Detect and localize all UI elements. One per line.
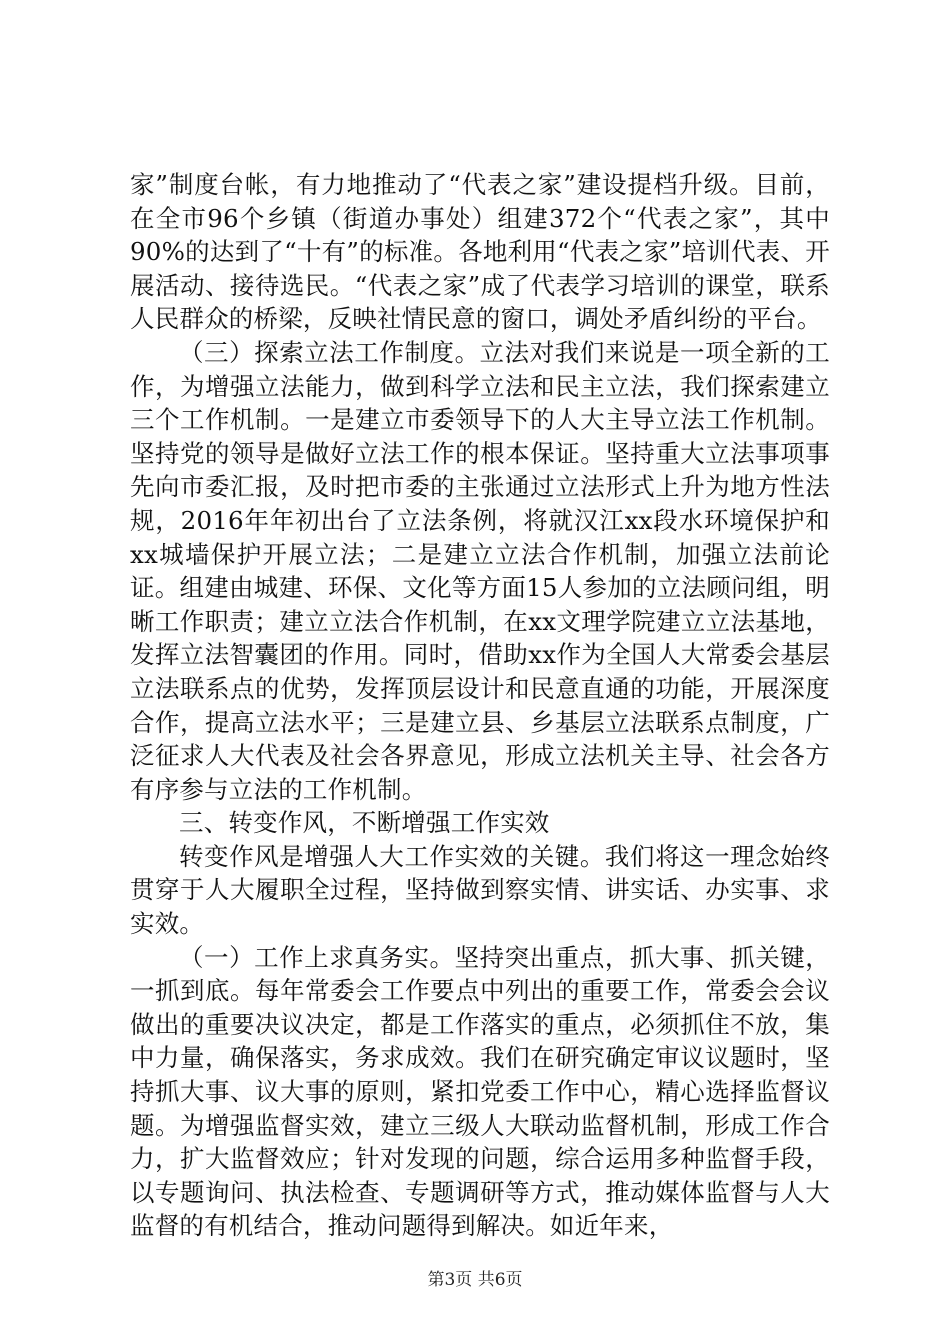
paragraph-work-style: 转变作风是增强人大工作实效的关键。我们将这一理念始终贯穿于人大履职全过程，坚持做到察实情、讲实话、办实事、求实效。: [130, 841, 830, 939]
page-footer: [0, 1268, 950, 1292]
page-number: 第3页 共6页: [427, 1270, 523, 1290]
paragraph-continuation: 家”制度台帐，有力地推动了“代表之家”建设提档升级。目前，在全市96个乡镇（街道办事处）组建372个“代表之家”，其中90%的达到了“十有”的标准。各地利用“代表之家”培训代表、开展活动、接待选民。“代表之家”成了代表学习培训的课堂，联系人民群众的桥梁，反映社情民意的窗口，调处矛盾纠纷的平台。: [130, 170, 830, 334]
paragraph-legislation-system: （三）探索立法工作制度。立法对我们来说是一项全新的工作，为增强立法能力，做到科学立法和民主立法，我们探索建立三个工作机制。一是建立市委领导下的人大主导立法工作机制。坚持党的领导是做好立法工作的根本保证。坚持重大立法事项事先向市委汇报，及时把市委的主张通过立法形式上升为地方性法规，2016年年初出台了立法条例，将就汉江xx段水环境保护和xx城墙保护开展立法；二是建立立法合作机制，加强立法前论证。组建由城建、环保、文化等方面15人参加的立法顾问组，明晰工作职责；建立立法合作机制，在xx文理学院建立立法基地，发挥立法智囊团的作用。同时，借助xx作为全国人大常委会基层立法联系点的优势，发挥顶层设计和民意直通的功能，开展深度合作，提高立法水平；三是建立县、乡基层立法联系点制度，广泛征求人大代表及社会各界意见，形成立法机关主导、社会各方有序参与立法的工作机制。: [130, 337, 830, 804]
paragraph-practical-work: （一）工作上求真务实。坚持突出重点，抓大事、抓关键，一抓到底。每年常委会工作要点中列出的重要工作，常委会会议做出的重要决议决定，都是工作落实的重点，必须抓住不放，集中力量，确保落实，务求成效。我们在研究确定审议议题时，坚持抓大事、议大事的原则，紧扣党委工作中心，精心选择监督议题。为增强监督实效，建立三级人大联动监督机制，形成工作合力，扩大监督效应；针对发现的问题，综合运用多种监督手段，以专题询问、执法检查、专题调研等方式，推动媒体监督与人大监督的有机结合，推动问题得到解决。如近年来，: [130, 942, 830, 1241]
document-body: [130, 168, 830, 1243]
section-heading: 三、转变作风，不断增强工作实效: [179, 808, 550, 838]
